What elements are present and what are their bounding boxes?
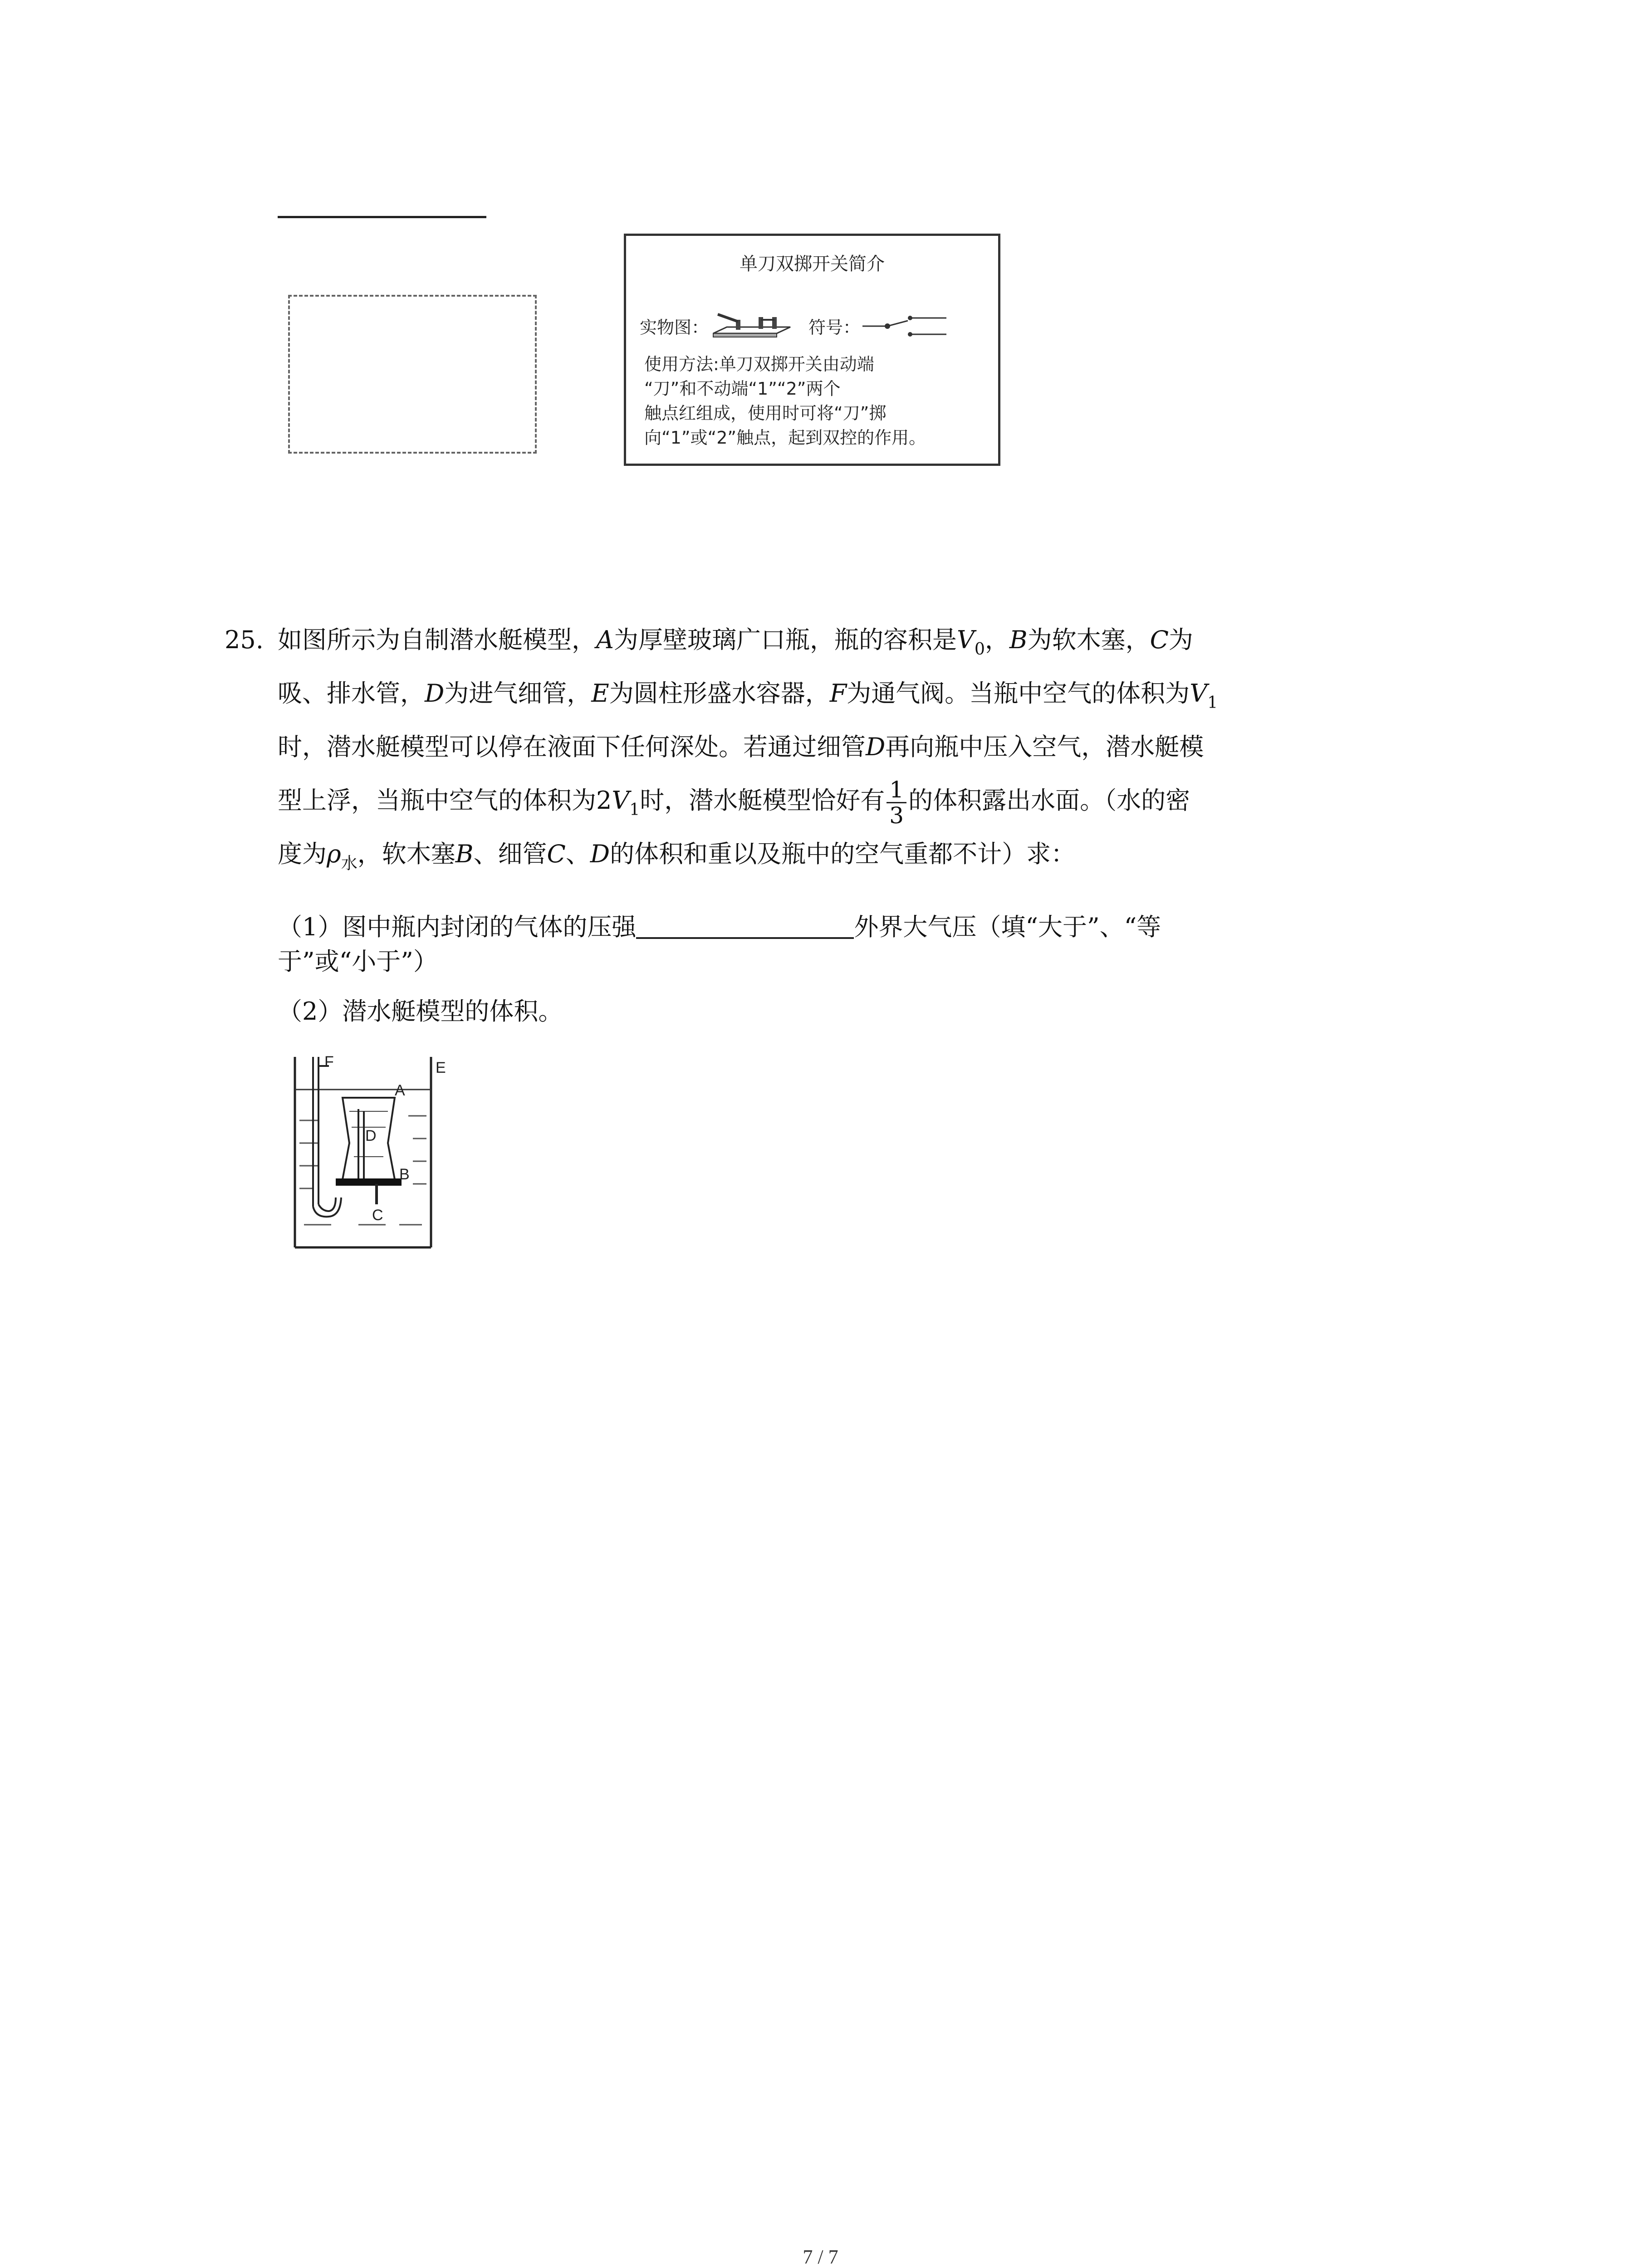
switch-intro-title: 单刀双掷开关简介 bbox=[740, 254, 885, 274]
switch-intro-box bbox=[624, 234, 1000, 466]
photo-label: 实物图： bbox=[640, 317, 709, 337]
question-line-4: 型上浮，当瓶中空气的体积为$2V_1$时，潜水艇模型恰好有 $\frac{1}{3}$ 的体积露出水面。（水的密 bbox=[278, 776, 1190, 829]
label-C: C bbox=[372, 1207, 383, 1224]
usage-line-3: 触点红组成，使用时可将“刀”掷 bbox=[644, 403, 887, 423]
answer-line bbox=[278, 216, 486, 218]
usage-line-1: 使用方法:单刀双掷开关由动端 bbox=[644, 354, 874, 374]
submarine-model-figure bbox=[286, 1048, 449, 1252]
label-F: F bbox=[324, 1053, 334, 1070]
usage-line-2: “刀”和不动端“1”“2”两个 bbox=[644, 379, 841, 399]
question-number: 25. bbox=[225, 626, 264, 654]
part-1-line: （1）图中瓶内封闭的气体的压强 外界大气压（填“大于”、“等 bbox=[278, 913, 1161, 941]
question-line-3: 时，潜水艇模型可以停在液面下任何深处。若通过细管D再向瓶中压入空气，潜水艇模 bbox=[278, 733, 1204, 761]
question-line-2: 吸、排水管，D为进气细管，E为圆柱形盛水容器，F为通气阀。当瓶中空气的体积为$V_1$ bbox=[278, 679, 1218, 712]
label-A: A bbox=[395, 1082, 405, 1099]
switch-photo-row bbox=[640, 312, 951, 339]
part-2-line: （2）潜水艇模型的体积。 bbox=[278, 997, 563, 1026]
page-number: 7 / 7 bbox=[803, 2246, 838, 2268]
part-1-line-2: 于”或“小于”） bbox=[278, 947, 438, 976]
usage-line-4: 向“1”或“2”触点，起到双控的作用。 bbox=[644, 428, 926, 448]
fraction-one-third: $\frac{1}{3}$ bbox=[887, 777, 906, 828]
circuit-drawing-box bbox=[288, 295, 537, 454]
label-E: E bbox=[436, 1059, 446, 1076]
part-1-answer-blank[interactable] bbox=[636, 919, 854, 939]
symbol-label: 符号： bbox=[808, 317, 861, 337]
label-D: D bbox=[365, 1127, 377, 1144]
question-line-5: 度为$\rho_水$，软木塞B、细管C、D的体积和重以及瓶中的空气重都不计）求： bbox=[278, 840, 1076, 873]
question-line-1: 如图所示为自制潜水艇模型，A为厚壁玻璃广口瓶，瓶的容积是$V_0$，B为软木塞，C为 bbox=[278, 626, 1193, 659]
label-B: B bbox=[399, 1166, 410, 1183]
spdt-symbol-icon bbox=[860, 310, 951, 342]
knife-switch-photo-icon bbox=[709, 310, 795, 342]
